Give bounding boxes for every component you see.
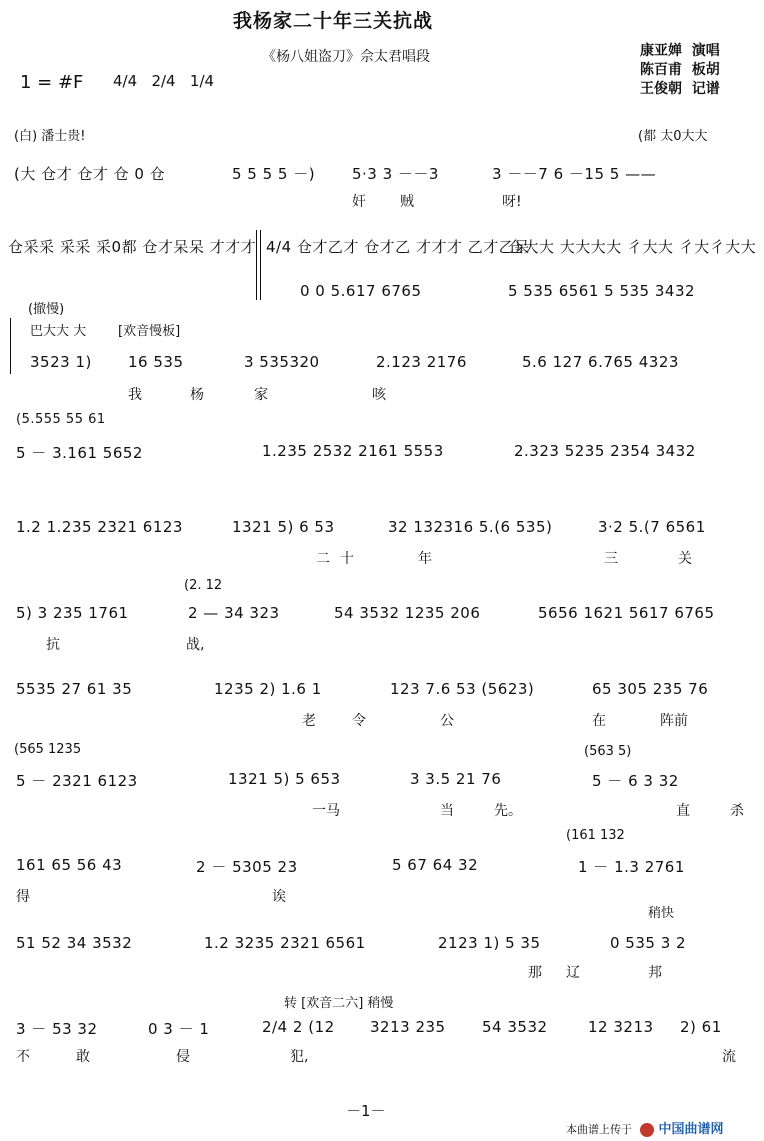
lyric: 直 (676, 803, 690, 819)
measure: 5 5 5 5 －) (232, 165, 316, 183)
credit-role: 演唱 (691, 43, 720, 59)
lyric: 呀! (502, 194, 522, 210)
annot: (撤慢) (28, 302, 65, 317)
measure: 1235 2) 1.6 1 (214, 680, 322, 698)
lyric: 家 (254, 387, 268, 403)
lyric: 在 (592, 713, 606, 729)
measure: 123 7.6 53 (5623) (390, 680, 535, 698)
lyric: 十 (340, 551, 354, 567)
measure: 5656 1621 5617 6765 (538, 604, 715, 622)
measure: 5 － 6 3 32 (592, 772, 679, 790)
measure: 1321 5) 6 53 (232, 518, 335, 536)
lyric: 邦 (648, 965, 662, 981)
measure: (大 仓才 仓才 仓 0 仓 (14, 165, 166, 183)
site-name: 中国曲谱网 (658, 1122, 724, 1137)
lyric: 年 (418, 551, 432, 567)
lyric: 关 (678, 551, 692, 567)
page-number: －1－ (346, 1102, 386, 1120)
measure: 0 0 5.617 6765 (300, 282, 422, 300)
measure: 32 132316 5.(6 535) (388, 518, 553, 536)
measure: 1.2 3235 2321 6561 (204, 934, 366, 952)
lyric: 我 (128, 387, 142, 403)
measure: 仓大大 大大大大 彳大大 彳大彳大大 (508, 238, 757, 256)
measure: 3 － 53 32 (16, 1020, 98, 1038)
measure: 1321 5) 5 653 (228, 770, 341, 788)
measure: 4/4 仓才乙才 仓才乙 才才才 乙才乙呆 (266, 238, 530, 256)
footer-text: 本曲谱上传于 (566, 1123, 632, 1136)
measure: 0 3 － 1 (148, 1020, 210, 1038)
lyric: 犯, (290, 1049, 309, 1065)
annot: (都 太0大大 (638, 129, 708, 144)
lyric: 奸 (352, 194, 366, 210)
measure: 5.6 127 6.765 4323 (522, 353, 679, 371)
measure: 0 535 3 2 (610, 934, 687, 952)
lyric: 那 (528, 965, 542, 981)
lyric: 一马 (312, 803, 340, 819)
lyric: 咳 (372, 387, 386, 403)
lyric: 令 (352, 713, 366, 729)
measure: 5 － 2321 6123 (16, 772, 138, 790)
lyric: 杀 (730, 803, 744, 819)
lyric: 流 (722, 1049, 736, 1065)
credit-banhu (640, 61, 720, 80)
measure: 2.323 5235 2354 3432 (514, 442, 696, 460)
annot: (565 1235 (14, 742, 82, 757)
measure: 3 3.5 21 76 (410, 770, 502, 788)
measure: 3523 1) (30, 353, 92, 371)
measure: 51 52 34 3532 (16, 934, 133, 952)
credit-name: 康亚婵 (640, 43, 682, 59)
measure: 2) 61 (680, 1018, 722, 1036)
lyric: 二 (316, 551, 330, 567)
barline (256, 230, 257, 300)
lyric: 敢 (76, 1049, 90, 1065)
time-sig-2: 2/4 (151, 72, 176, 90)
logo-icon (640, 1123, 654, 1137)
measure: 1.2 1.235 2321 6123 (16, 518, 183, 536)
annot: (白) 潘士贵! (14, 129, 86, 144)
measure: 54 3532 (482, 1018, 548, 1036)
barline (260, 230, 261, 300)
score-title: 我杨家二十年三关抗战 (233, 10, 434, 32)
measure: 5 67 64 32 (392, 856, 479, 874)
measure: 16 535 (128, 353, 184, 371)
credit-name: 王俊朝 (640, 81, 682, 97)
measure: 5) 3 235 1761 (16, 604, 129, 622)
measure: 5 535 6561 5 535 3432 (508, 282, 696, 300)
lyric: 当 (440, 803, 454, 819)
credit-notation (640, 80, 720, 99)
measure: 12 3213 (588, 1018, 654, 1036)
annot: 稍快 (648, 906, 675, 921)
measure: 5·3 3 －－3 (352, 165, 439, 183)
lyric: 阵前 (660, 713, 688, 729)
measure: 2/4 2 (12 (262, 1018, 335, 1036)
credit-name: 陈百甫 (640, 62, 682, 78)
lyric: 老 (302, 713, 316, 729)
measure: 5 － 3.161 5652 (16, 444, 143, 462)
annot: [欢音慢板] (118, 324, 181, 339)
measure: 2123 1) 5 35 (438, 934, 541, 952)
lyric: 公 (440, 713, 454, 729)
lyric: 诶 (272, 889, 286, 905)
annot: (161 132 (566, 828, 625, 843)
measure: 161 65 56 43 (16, 856, 123, 874)
measure: 2 － 5305 23 (196, 858, 298, 876)
measure: 2 — 34 323 (188, 604, 280, 622)
measure: 5535 27 61 35 (16, 680, 133, 698)
lyric: 不 (16, 1049, 30, 1065)
credit-role: 记谱 (691, 81, 720, 97)
barline (10, 318, 11, 374)
measure: 3 －－7 6 －15 5 —— (492, 165, 657, 183)
annot: (563 5) (584, 744, 632, 759)
measure: (5.555 55 61 (16, 412, 106, 427)
lyric: 侵 (176, 1049, 190, 1065)
key-signature: 1 = #F (20, 72, 84, 93)
lyric: 抗 (46, 637, 60, 653)
measure: 3213 235 (370, 1018, 446, 1036)
credit-role: 板胡 (691, 62, 720, 78)
time-sig-1: 4/4 (113, 72, 138, 90)
lyric: 先。 (494, 803, 522, 819)
measure: 仓采采 采采 采0都 仓才呆呆 才才才 (8, 238, 257, 256)
time-sig-3: 1/4 (189, 72, 215, 90)
annot: 转 [欢音二六] 稍慢 (284, 996, 394, 1011)
measure: 54 3532 1235 206 (334, 604, 481, 622)
credit-singer (640, 42, 720, 61)
score-subtitle: 《杨八姐盗刀》佘太君唱段 (262, 49, 430, 65)
lyric: 贼 (400, 194, 414, 210)
lyric: 三 (604, 551, 618, 567)
measure: 1 － 1.3 2761 (578, 858, 685, 876)
lyric: 战, (186, 637, 205, 653)
lyric: 得 (16, 889, 30, 905)
lyric: 杨 (190, 387, 204, 403)
measure: 1.235 2532 2161 5553 (262, 442, 444, 460)
measure: 2.123 2176 (376, 353, 467, 371)
measure: 3 535320 (244, 353, 320, 371)
annot: (2. 12 (184, 578, 223, 593)
annot: 巴大大 大 (30, 324, 87, 339)
site-logo (640, 1118, 724, 1137)
time-signature (113, 72, 214, 90)
measure: 65 305 235 76 (592, 680, 709, 698)
measure: 3·2 5.(7 6561 (598, 518, 706, 536)
lyric: 辽 (566, 965, 580, 981)
